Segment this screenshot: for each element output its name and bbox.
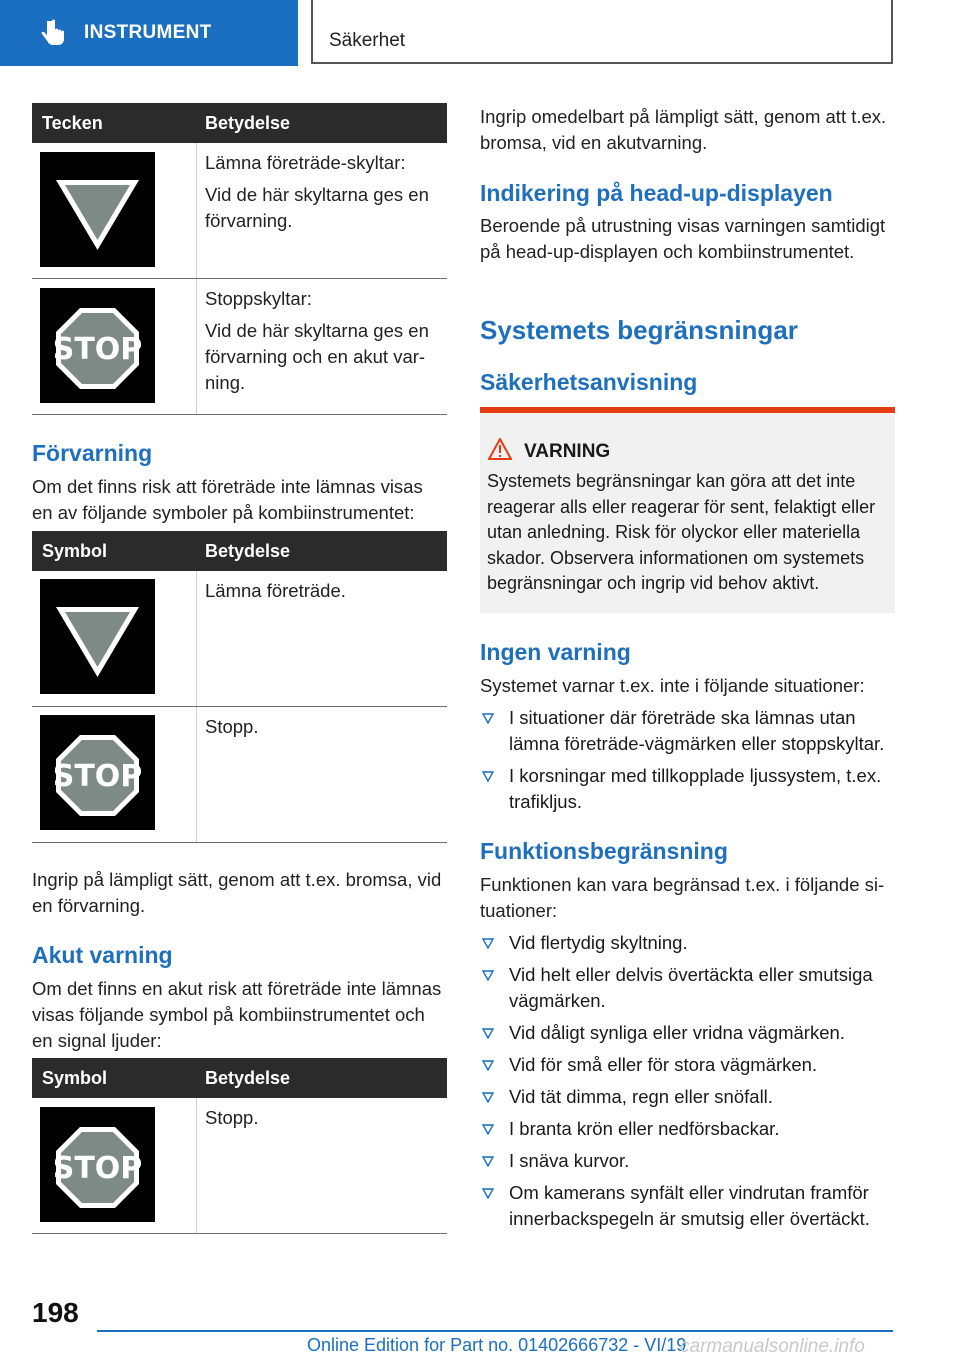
list-item [480,962,896,1014]
page-number: 198 [32,1297,79,1328]
list-item [480,1180,896,1232]
warning-triangle-icon [488,438,512,460]
triangle-bullet-icon [482,1028,494,1039]
list-item-text: Vid tät dimma, regn eller snöfall. [509,1086,773,1107]
paragraph: Om det finns en akut risk att företräde inte lämnas visas följande symbol på kombiinstrumentet och en signal ljuder: [32,978,442,1051]
hand-pointer-icon [40,18,66,48]
column-header-sign: Tecken [42,113,103,133]
svg-text:STOP: STOP [52,332,143,367]
chapter-tab[interactable] [0,0,298,66]
cell-text: Vid de här skyltarna ges en förvarning. [205,184,429,231]
section-heading: Ingen varning [480,639,631,665]
warning-title: VARNING [524,441,611,462]
svg-text:STOP: STOP [52,759,143,794]
yield-sign-icon [40,579,155,694]
bullet-list [480,705,896,821]
list-item-text: Vid flertydig skyltning. [509,932,688,953]
table-divider [32,414,447,415]
list-item-text: Vid helt eller delvis övertäckta eller smutsiga vägmärken. [509,964,873,1011]
triangle-bullet-icon [482,970,494,981]
warning-text: Systemets begränsningar kan göra att det inte reagerar alls eller reagerar för sent, felaktigt eller utan anledning. Risk för olyckor eller materiella skador. Observera informationen om systemets begränsningar och ingrip vid behov aktivt. [487,471,876,593]
section-title: Säkerhet [329,30,406,51]
table-divider [32,706,447,707]
chapter-heading: Systemets begränsningar [480,315,798,345]
watermark: carmanualsonline.info [680,1336,865,1357]
list-item-text: I snäva kurvor. [509,1150,630,1171]
list-item-text: I situationer där företräde ska lämnas utan lämna företräde-vägmärken eller stoppskyltar. [509,707,885,754]
section-heading: Förvarning [32,440,153,466]
table-cell-meaning: Lämna företräde. [205,580,346,601]
triangle-bullet-icon [482,713,494,724]
column-header-meaning: Betydelse [205,541,291,561]
section-header [311,0,893,64]
triangle-bullet-icon [482,1188,494,1199]
list-item-text: Vid dåligt synliga eller vridna vägmärken. [509,1022,845,1043]
list-item [480,1052,896,1078]
list-item [480,1148,896,1174]
table-header [32,531,447,571]
chapter-label: INSTRUMENT [84,22,212,43]
list-item-text: Vid för små eller för stora vägmärken. [509,1054,818,1075]
yield-sign-icon [40,152,155,267]
table-cell-meaning [205,286,443,402]
column-header-meaning: Betydelse [205,1068,291,1088]
paragraph: Om det finns risk att företräde inte lämnas visas en av följande symboler på kombiinstrumentet: [32,476,423,523]
cell-text: Lämna företräde-skyltar: [205,152,406,173]
paragraph: Systemet varnar t.ex. inte i följande situationer: [480,675,865,696]
table-header [32,1058,447,1098]
triangle-bullet-icon [482,1156,494,1167]
stop-sign-icon [40,288,155,403]
table-divider [32,1233,447,1234]
table-divider [32,278,447,279]
list-item [480,1116,896,1142]
list-item [480,1020,896,1046]
section-heading: Säkerhetsanvisning [480,369,698,395]
paragraph: Ingrip omedelbart på lämpligt sätt, genom att t.ex. bromsa, vid en akutvarning. [480,106,887,153]
footer-divider [97,1330,893,1332]
list-item [480,763,896,815]
column-divider [196,1098,197,1233]
section-heading: Indikering på head-up-displayen [480,180,833,206]
paragraph: Ingrip på lämpligt sätt, genom att t.ex. bromsa, vid en förvarning. [32,869,442,916]
table-divider [32,842,447,843]
cell-text: Vid de här skyltarna ges en förvarning och en akut varning. [205,320,429,393]
triangle-bullet-icon [482,1060,494,1071]
list-item [480,1084,896,1110]
table-cell-meaning [205,150,443,240]
edition-link[interactable]: Online Edition for Part no. 01402666732 - VI/19 [307,1335,687,1355]
table-cell-meaning: Stopp. [205,716,259,737]
warning-box [480,407,895,613]
list-item [480,705,896,757]
section-heading: Funktionsbegränsning [480,838,728,864]
bullet-list [480,930,896,1238]
list-item-text: Om kamerans synfält eller vindrutan framför innerbackspegeln är smutsig eller övertäckt. [509,1182,870,1229]
triangle-bullet-icon [482,771,494,782]
section-heading: Akut varning [32,942,173,968]
paragraph: Beroende på utrustning visas varningen samtidigt på head-up-displayen och kombiinstrumentet. [480,215,886,262]
triangle-bullet-icon [482,938,494,949]
triangle-bullet-icon [482,1092,494,1103]
paragraph: Funktionen kan vara begränsad t.ex. i följande situationer: [480,874,885,921]
column-header-symbol: Symbol [42,541,108,561]
list-item [480,930,896,956]
table-header [32,103,447,143]
column-header-meaning: Betydelse [205,113,291,133]
list-item-text: I branta krön eller nedförsbackar. [509,1118,780,1139]
cell-text: Stoppskyltar: [205,288,312,309]
column-header-symbol: Symbol [42,1068,108,1088]
stop-sign-icon [40,715,155,830]
table-cell-meaning: Stopp. [205,1107,259,1128]
triangle-bullet-icon [482,1124,494,1135]
stop-sign-icon [40,1107,155,1222]
svg-text:STOP: STOP [52,1151,143,1186]
list-item-text: I korsningar med tillkopplade ljussystem, t.ex. trafikljus. [509,765,882,812]
